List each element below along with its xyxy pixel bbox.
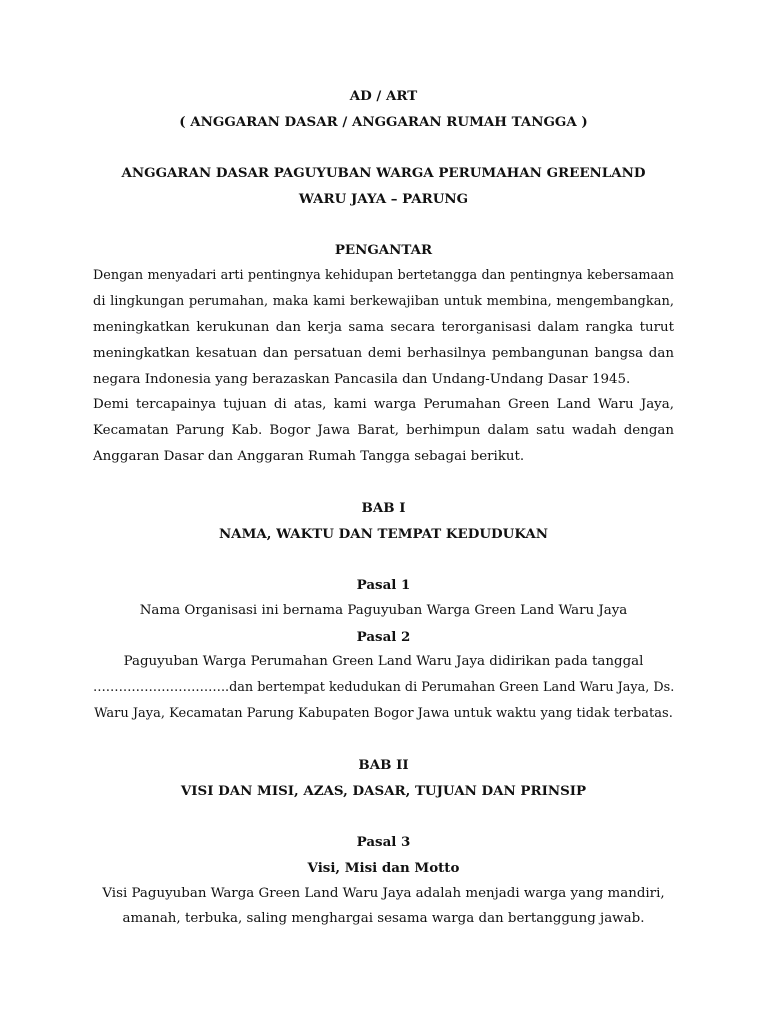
pengantar-line: meningkatkan kerukunan dan kerja sama secara terorganisasi dalam rangka turut: [93, 320, 674, 335]
pengantar-line: Anggaran Dasar dan Anggaran Rumah Tangga sebagai berikut.: [93, 449, 525, 464]
pengantar-line: Dengan menyadari arti pentingnya kehidupan bertetangga dan pentingnya kebersamaan: [93, 268, 674, 283]
pasal1-text: Nama Organisasi ini bernama Paguyuban Warga Green Land Waru Jaya: [139, 603, 628, 618]
pasal3-label: Pasal 3: [356, 834, 411, 850]
main-title-line-1: ANGGARAN DASAR PAGUYUBAN WARGA PERUMAHAN GREENLAND: [121, 165, 646, 181]
pengantar-line: Kecamatan Parung Kab. Bogor Jawa Barat, berhimpun dalam satu wadah dengan: [93, 423, 674, 438]
doc-subtitle: ( ANGGARAN DASAR / ANGGARAN RUMAH TANGGA ): [179, 114, 588, 130]
pasal2-line: Waru Jaya, Kecamatan Parung Kabupaten Bogor Jawa untuk waktu yang tidak terbatas.: [94, 706, 673, 721]
bab2-label: BAB II: [358, 757, 409, 773]
pengantar-heading: PENGANTAR: [334, 242, 433, 258]
pengantar-line: di lingkungan perumahan, maka kami berkewajiban untuk membina, mengembangkan,: [93, 294, 674, 309]
pengantar-line: Demi tercapainya tujuan di atas, kami warga Perumahan Green Land Waru Jaya,: [93, 397, 674, 412]
pasal3-line: Visi Paguyuban Warga Green Land Waru Jaya adalah menjadi warga yang mandiri,: [102, 886, 665, 901]
bab1-label: BAB I: [361, 500, 406, 516]
pasal2-label: Pasal 2: [356, 629, 411, 645]
pasal2-line: Paguyuban Warga Perumahan Green Land Waru Jaya didirikan pada tanggal: [123, 654, 644, 669]
pengantar-line: negara Indonesia yang berazaskan Pancasila dan Undang-Undang Dasar 1945.: [93, 372, 631, 387]
doc-title: AD / ART: [349, 88, 418, 104]
bab1-title: NAMA, WAKTU DAN TEMPAT KEDUDUKAN: [218, 526, 549, 542]
pasal3-subtitle: Visi, Misi dan Motto: [307, 860, 460, 876]
bab2-title: VISI DAN MISI, AZAS, DASAR, TUJUAN DAN PRINSIP: [180, 783, 587, 799]
pasal2-line: …………………………..dan bertempat kedudukan di Perumahan Green Land Waru Jaya, Ds.: [93, 680, 675, 695]
main-title-line-2: WARU JAYA – PARUNG: [298, 191, 469, 207]
pengantar-line: meningkatkan kesatuan dan persatuan demi berhasilnya pembangunan bangsa dan: [93, 346, 674, 361]
pasal3-line: amanah, terbuka, saling menghargai sesama warga dan bertanggung jawab.: [122, 911, 645, 926]
pasal1-label: Pasal 1: [356, 577, 411, 593]
